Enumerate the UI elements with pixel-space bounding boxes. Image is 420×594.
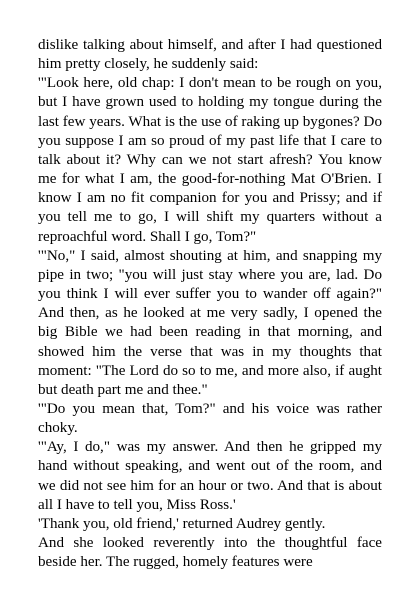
paragraph-6: 'Thank you, old friend,' returned Audrey gently. (38, 515, 326, 532)
paragraph-1: dislike talking about himself, and after I had questioned him pretty closely, he suddenly said: (38, 37, 382, 73)
paragraph-4: '"Do you mean that, Tom?" and his voice was rather choky. (38, 400, 382, 437)
paragraph-5: '"Ay, I do," was my answer. And then he gripped my hand without speaking, and went out of the room, and we did not see him for an hour or two. And that is about all I have to tell you, Miss Ross.' (38, 439, 382, 513)
paragraph-3: '"No," I said, almost shouting at him, and snapping my pipe in two; "you will just stay where you are, lad. Do you think I will ever suffer you to wander off again?" And then, as he looked at me very sadly, I opened the big Bible we had been reading in that morning, and showed him the verse that was in my thoughts that moment: "The Lord do so to me, and more also, if aught but death part me and thee." (38, 247, 382, 398)
paragraph-7: And she looked reverently into the thoughtful face beside her. The rugged, homely features were (38, 535, 382, 571)
paragraph-2: '"Look here, old chap: I don't mean to be rough on you, but I have grown used to holding my tongue during the last few years. What is the use of raking up bygones? Do you suppose I am so proud of my past life that I care to talk about it? Why can we not start afresh? You know me for what I am, the good-for-nothing Mat O'Brien. I know I am no fit companion for you and Prissy; and if you tell me to go, I will shift my quarters without a reproachful word. Shall I go, Tom?" (38, 75, 382, 245)
page-text (38, 36, 382, 572)
